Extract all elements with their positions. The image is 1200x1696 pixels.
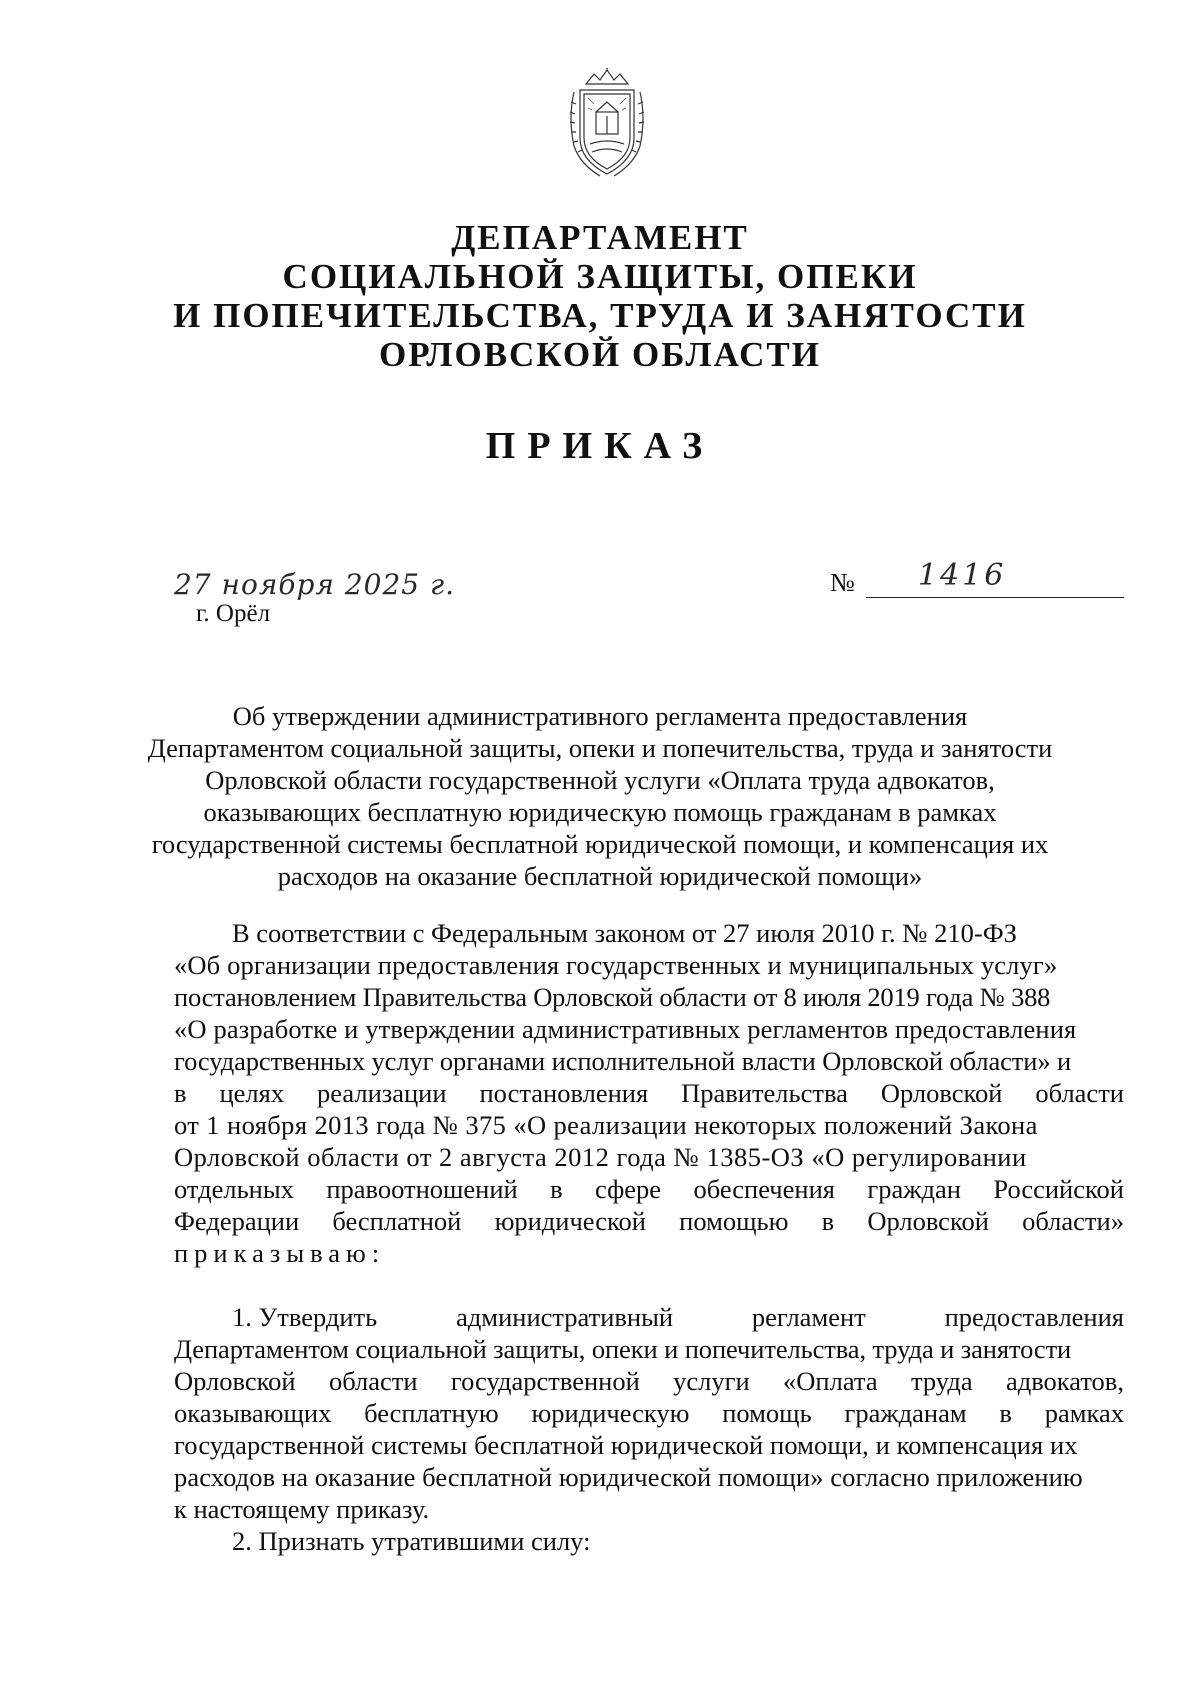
word: Правительства [681,1078,848,1108]
preamble-line: «О разработке и утверждении административных регламентов предоставления [174,1014,1077,1044]
word: рамках [1044,1398,1124,1428]
handwritten-date: 27 ноября 2025 г. [174,568,456,601]
handwritten-number: 1416 [918,558,1007,593]
word: труда [910,1366,973,1396]
preamble-line [174,1173,1124,1205]
word: Российской [993,1174,1124,1204]
word: области» [1022,1206,1124,1236]
word: постановления [479,1078,649,1108]
preamble-line [174,917,1124,949]
word: сфере [595,1174,662,1204]
word: юридическую [531,1398,690,1428]
word: целях [219,1078,285,1108]
preamble-line: от 1 ноября 2013 года № 375 «О реализации некоторых положений Закона [174,1110,1038,1140]
order-subject [0,700,1200,892]
word: Орловской [880,1078,1003,1108]
subject-line: расходов на оказание бесплатной юридической помощи» [277,861,923,891]
word: бесплатную [364,1398,499,1428]
subject-line: оказывающих бесплатную юридическую помощь гражданам в рамках [203,797,997,827]
word: Федерации [174,1206,300,1236]
word: 1. Утвердить [232,1302,378,1332]
item1-line: расходов на оказание бесплатной юридической помощи» согласно приложению [174,1462,1083,1492]
subject-line: Орловской области государственной услуги «Оплата труда адвокатов, [205,765,995,795]
order-body [174,917,1124,1557]
word: реализации [317,1078,447,1108]
word: гражданам [844,1398,967,1428]
preamble-line: «Об организации предоставления государственных и муниципальных услуг» [174,950,1058,980]
text-fragment: В соответствии с Федеральным законом от 27 июля 2010 г. № 210-ФЗ [232,918,1017,948]
department-line: ДЕПАРТАМЕНТ [451,218,749,257]
item1-line [174,1365,1124,1397]
item1-line: государственной системы бесплатной юридической помощи, и компенсация их [174,1430,1078,1460]
preamble-line [174,1077,1124,1109]
number-sign: № [830,568,855,597]
word: Орловской [174,1366,296,1396]
item1-line: Департаментом социальной защиты, опеки и попечительства, труда и занятости [174,1334,1072,1364]
preamble-line: постановлением Правительства Орловской области от 8 июля 2019 года № 388 [174,982,1051,1012]
word: государственной [450,1366,640,1396]
word: в [550,1174,563,1204]
preamble-line: Орловской области от 2 августа 2012 года № 1385-ОЗ «О регулировании [174,1142,1027,1172]
word: Орловской [867,1206,989,1236]
word: юридической [494,1206,646,1236]
subject-line: Об утверждении административного регламента предоставления [232,701,968,731]
word: в [999,1398,1012,1428]
subject-line: Департаментом социальной защиты, опеки и попечительства, труда и занятости [147,733,1053,763]
word: предоставления [944,1302,1124,1332]
word: области [328,1366,418,1396]
order-verb: приказываю: [174,1238,386,1268]
word: помощью [679,1206,789,1236]
department-line: СОЦИАЛЬНОЙ ЗАЩИТЫ, ОПЕКИ [282,257,918,296]
item2-line: 2. Признать утратившими силу: [232,1526,591,1556]
subject-line: государственной системы бесплатной юридической помощи, и компенсация их [151,829,1049,859]
word: административный [456,1302,674,1332]
word: бесплатной [332,1206,462,1236]
word: отдельных [174,1174,294,1204]
word: «Оплата [783,1366,878,1396]
department-name [0,218,1200,374]
word: граждан [867,1174,961,1204]
word: правоотношений [326,1174,518,1204]
paragraph-gap [174,1269,1124,1301]
word: адвокатов, [1005,1366,1124,1396]
word: помощь [722,1398,812,1428]
place-of-issue: г. Орёл [196,600,271,627]
word: обеспечения [693,1174,835,1204]
word: услуги [673,1366,750,1396]
preamble-line [174,1205,1124,1237]
department-line: ОРЛОВСКОЙ ОБЛАСТИ [379,335,821,374]
document-type: ПРИКАЗ [485,425,715,467]
word: оказывающих [174,1398,332,1428]
word: в [821,1206,835,1236]
number-underline [866,597,1124,598]
item1-line [174,1301,1124,1333]
item1-line [174,1397,1124,1429]
preamble-line: государственных услуг органами исполнительной власти Орловской области» и [174,1046,1072,1076]
word: области [1035,1078,1124,1108]
item1-line: к настоящему приказу. [174,1494,430,1524]
word: регламент [751,1302,866,1332]
coat-of-arms-icon [566,68,648,180]
word: в [174,1078,187,1108]
department-line: И ПОПЕЧИТЕЛЬСТВА, ТРУДА И ЗАНЯТОСТИ [173,296,1027,335]
